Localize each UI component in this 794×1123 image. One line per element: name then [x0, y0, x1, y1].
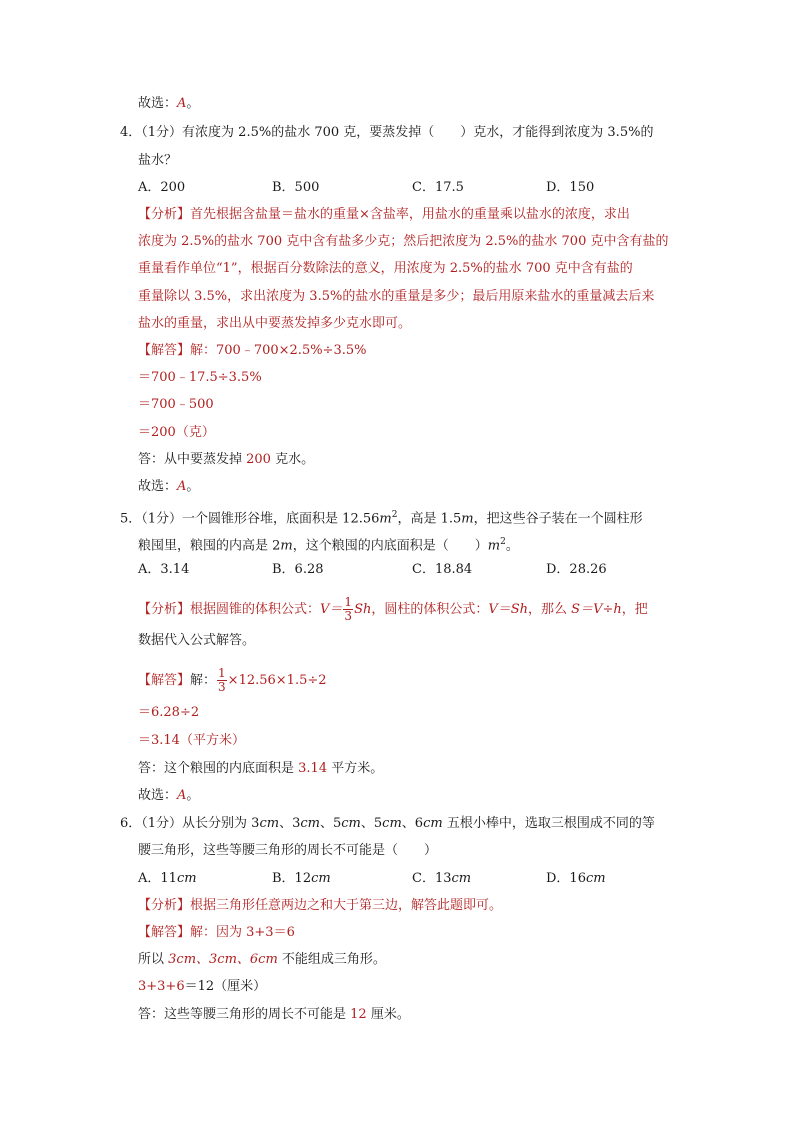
q4-option-c: C．17.5 [412, 180, 464, 195]
q6-option-b: B．12cm [272, 871, 331, 886]
q4-analysis-line2: 浓度为 2.5%的盐水 700 克中含有盐多少克；然后把浓度为 2.5%的盐水 700 克中含有盐的 [138, 234, 669, 249]
q4-analysis-line5: 盐水的重量，求出从中要蒸发掉多少克水即可。 [138, 316, 412, 331]
q5-option-b: B．6.28 [272, 562, 324, 577]
q4-option-d: D．150 [546, 180, 595, 195]
q4-solution-line1: 【解答】解：700﹣700×2.5%÷3.5% [138, 343, 367, 358]
q5-option-a: A．3.14 [138, 562, 190, 577]
q6-answer: 答：这些等腰三角形的周长不可能是 12 厘米。 [138, 1007, 410, 1022]
q5-analysis-line1: 【分析】根据圆锥的体积公式：V＝ $\frac{1}{3}$ Sh，圆柱的体积公式：V＝Sh，那么 S＝V÷h，把 [138, 595, 648, 623]
q4-option-b: B．500 [272, 180, 320, 195]
q6-option-c: C．13cm [412, 871, 472, 886]
q5-solution-line2: ＝6.28÷2 [138, 705, 200, 720]
q4-answer: 答：从中要蒸发掉 200 克水。 [138, 452, 315, 467]
q5-solution-line3: ＝3.14（平方米） [138, 733, 245, 748]
q6-solution-line2: 所以 3cm、3cm、6cm 不能组成三角形。 [138, 952, 386, 967]
q4-analysis-line1: 【分析】首先根据含盐量＝盐水的重量×含盐率，用盐水的重量乘以盐水的浓度，求出 [138, 207, 630, 222]
q5-solution-line1: 【解答】解： $\frac{1}{3}$ ×12.56×1.5÷2 [138, 666, 327, 694]
q4-choose: 故选：A。 [138, 479, 200, 494]
q4-stem-line2: 盐水？ [138, 153, 178, 168]
q6-stem-line2: 腰三角形，这些等腰三角形的周长不可能是（ ） [138, 843, 438, 858]
q4-solution-line2: ＝700﹣17.5÷3.5% [138, 370, 262, 385]
q4-option-a: A．200 [138, 180, 186, 195]
q3-choose: 故选：A。 [138, 96, 200, 111]
q5-analysis-line2: 数据代入公式解答。 [138, 633, 256, 648]
q5-choose: 故选：A。 [138, 788, 200, 803]
q5-solution-fraction: $\frac{1}{3}$ [218, 666, 226, 694]
q6-stem-line1: 6．（1分）从长分别为 3cm、3cm、5cm、5cm、6cm 五根小棒中，选取三根围成不同的等 [120, 816, 655, 831]
q5-answer: 答：这个粮囤的内底面积是 3.14 平方米。 [138, 761, 384, 776]
q5-stem-line2: 粮囤里，粮囤的内高是 2m，这个粮囤的内底面积是（ ）$m^2$。 [138, 537, 519, 554]
q4-solution-line4: ＝200（克） [138, 425, 215, 440]
q6-option-a: A．11cm [138, 871, 197, 886]
q4-analysis-line4: 重量除以 3.5%，求出浓度为 3.5%的盐水的重量是多少；最后用原来盐水的重量减去后来 [138, 289, 655, 304]
q5-stem-line1: 5．（1分）一个圆锥形谷堆，底面积是 $12.56m^2$，高是 1.5m，把这些谷子装在一个圆柱形 [120, 510, 643, 527]
q4-solution-line3: ＝700﹣500 [138, 397, 214, 412]
q5-option-c: C．18.84 [412, 562, 473, 577]
q5-fraction-one-third: $\frac{1}{3}$ [344, 595, 353, 623]
q6-analysis: 【分析】根据三角形任意两边之和大于第三边，解答此题即可。 [138, 898, 503, 913]
q6-solution-line1: 【解答】解：因为 3+3＝6 [138, 925, 295, 940]
q4-analysis-line3: 重量看作单位“1”，根据百分数除法的意义，用浓度为 2.5%的盐水 700 克中含有盐的 [138, 261, 633, 276]
q5-option-d: D．28.26 [546, 562, 607, 577]
q4-stem-line1: 4．（1分）有浓度为 2.5%的盐水 700 克，要蒸发掉（ ）克水，才能得到浓度为 3.5%的 [120, 125, 654, 140]
q6-solution-line3: 3+3+6＝12（厘米） [138, 979, 267, 994]
q6-option-d: D．16cm [546, 871, 606, 886]
